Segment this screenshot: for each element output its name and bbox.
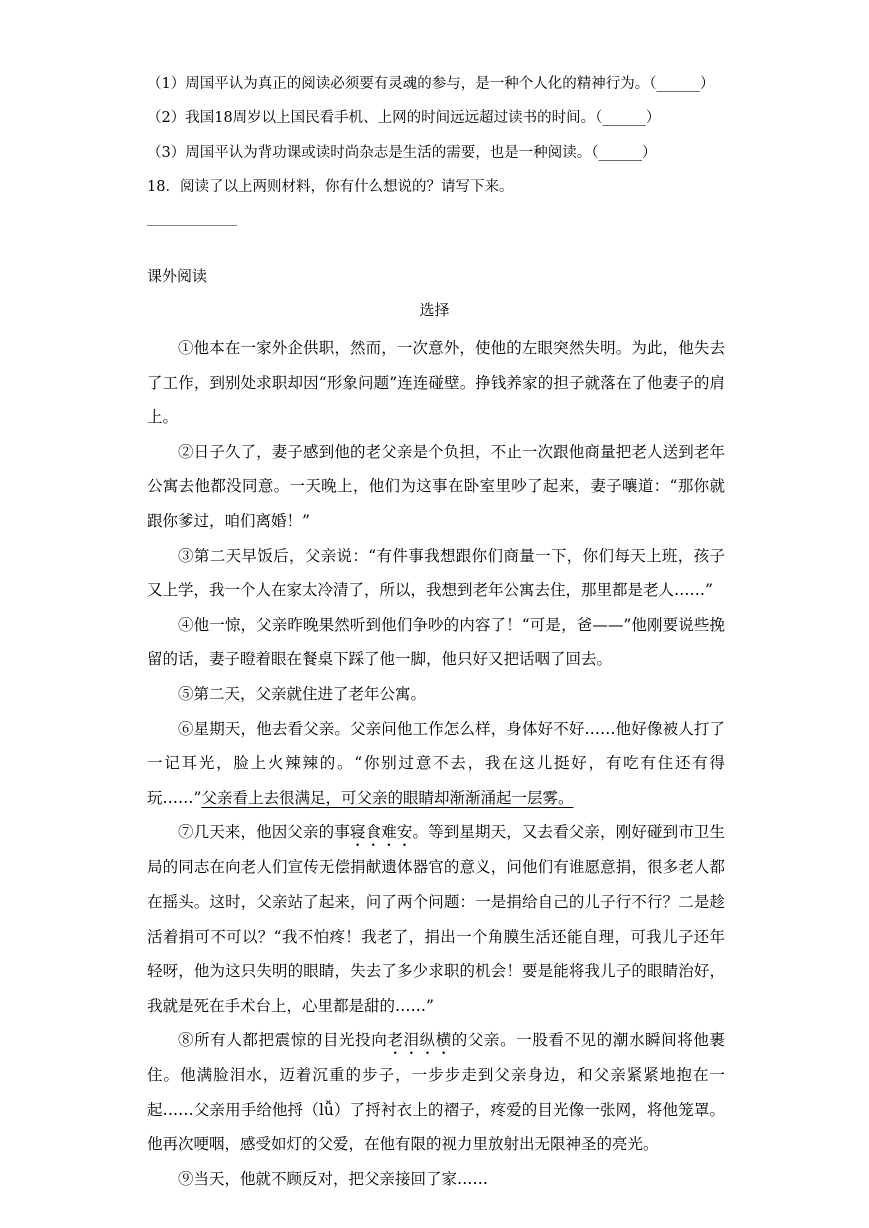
dotted-word-qinshinanan: 寝食难安: [349, 823, 413, 842]
paragraph-7-text-b: 。等到星期天，又去看父亲，刚好碰到市卫生局的同志在向老人们宣传无偿捐献遗体器官的意义，问他们有谁愿意捐，很多老人都在摇头。这时，父亲站了起来，问了两个问题：一是捐给自己的儿子行不行？二是趁活着捐可不可以？“我不怕疼！我老了，捐出一个角膜生活还能自理，可我儿子还年轻呀，他为这只失明的眼睛，失去了多少求职的机会！要是能将我儿子的眼睛治好，我就是死在手术台上，心里都是甜的……”: [147, 823, 725, 1015]
judge-question-2: （2）我国18周岁以上国民看手机、上网的时间远远超过读书的时间。（______）: [147, 110, 661, 126]
paragraph-6-text: ⑥星期天，他去看父亲。父亲问他工作怎么样，身体好不好……他好像被人打了一记耳光，脸上火辣辣的。“你别过意不去，我在这儿挺好，有吃有住还有得玩……”: [147, 719, 725, 807]
passage-title: 选择: [419, 301, 450, 319]
paragraph-8: [147, 1023, 725, 1162]
paragraph-4: ④他一惊，父亲昨晚果然听到他们争吵的内容了！“可是，爸——”他刚要说些挽留的话，妻子瞪着眼在餐桌下踩了他一脚，他只好又把话咽了回去。: [147, 615, 725, 669]
paragraph-8-text-a: ⑧所有人都把震惊的目光投向: [178, 1031, 388, 1050]
paragraph-6: [147, 712, 725, 816]
judge-question-3: （3）周国平认为背功课或读时尚杂志是生活的需要，也是一种阅读。（______）: [147, 145, 657, 161]
answer-line: [147, 225, 237, 226]
underlined-sentence: 父亲看上去很满足，可父亲的眼睛却渐渐涌起一层雾。: [201, 788, 574, 807]
paragraph-7: [147, 815, 725, 1023]
section-label: 课外阅读: [147, 267, 208, 285]
question-18: 18．阅读了以上两则材料，你有什么想说的？请写下来。: [147, 179, 514, 195]
paragraph-9: ⑨当天，他就不顾反对，把父亲接回了家……: [178, 1170, 489, 1189]
paragraph-1: ①他本在一家外企供职，然而，一次意外，使他的左眼突然失明。为此，他失去了工作，到别处求职却因“形象问题”连连碰壁。挣钱养家的担子就落在了他妻子的肩上。: [147, 339, 725, 427]
paragraph-2: ②日子久了，妻子感到他的老父亲是个负担，不止一次跟他商量把老人送到老年公寓去他都没同意。一天晚上，他们为这事在卧室里吵了起来，妻子嚷道：“那你就跟你爹过，咱们离婚！”: [147, 442, 725, 530]
dotted-word-laoleizongheng: 老泪纵横: [387, 1031, 452, 1050]
paragraph-3: ③第二天早饭后，父亲说：“有件事我想跟你们商量一下，你们每天上班，孩子又上学，我一个人在家太冷清了，所以，我想到老年公寓去住，那里都是老人……”: [147, 546, 725, 600]
passage-body: [147, 331, 725, 1197]
judge-question-1: （1）周国平认为真正的阅读必须要有灵魂的参与，是一种个人化的精神行为。（______）: [147, 76, 715, 92]
paragraph-5: ⑤第二天，父亲就住进了老年公寓。: [178, 684, 427, 703]
paragraph-8-text-b: 的父亲。一股看不见的潮水瞬间将他裹住。他满脸泪水，迈着沉重的步子，一步步走到父亲身边，和父亲紧紧地抱在一起……父亲用手给他捋（lǚ）了捋衬衣上的褶子，疼爱的目光像一张网，将他笼罩。他再次哽咽，感受如灯的父爱，在他有限的视力里放射出无限神圣的亮光。: [147, 1031, 725, 1154]
paragraph-7-text-a: ⑦几天来，他因父亲的事: [178, 823, 350, 842]
